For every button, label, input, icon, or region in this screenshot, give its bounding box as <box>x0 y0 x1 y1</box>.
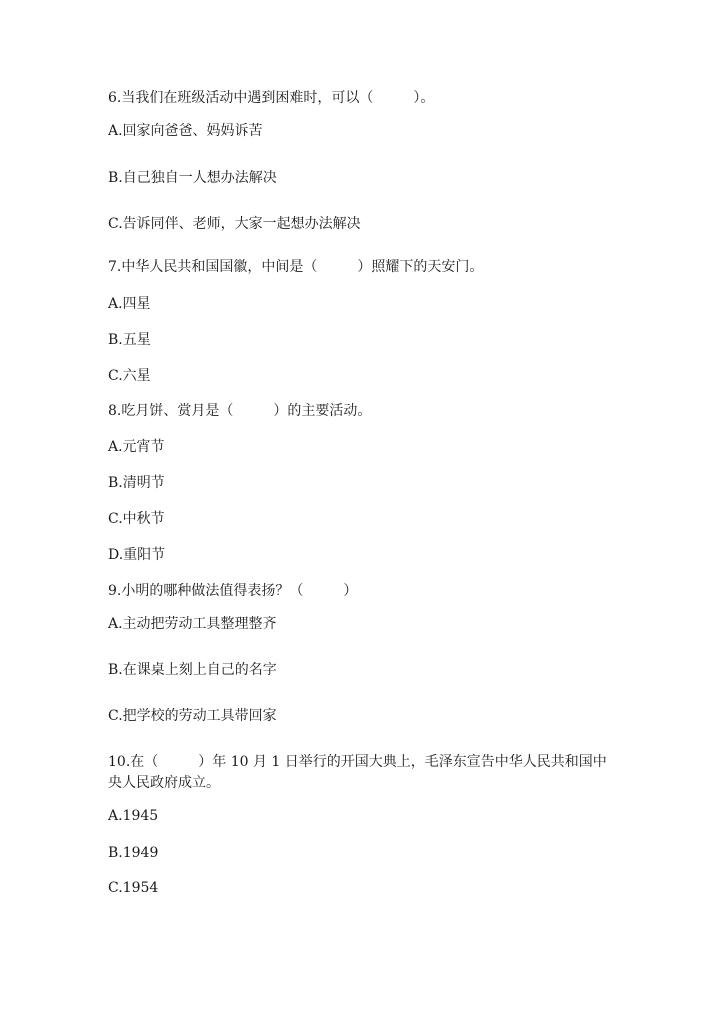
question-10-option-b: B.1949 <box>108 845 159 861</box>
question-8-option-b: B.清明节 <box>108 475 165 491</box>
question-8-stem: 8.吃月饼、赏月是（ ）的主要活动。 <box>108 403 372 419</box>
question-10-stem: 10.在（ ）年 10 月 1 日举行的开国大典上，毛泽东宣告中华人民共和国中 <box>108 754 607 770</box>
question-6-option-b: B.自己独自一人想办法解决 <box>108 170 277 186</box>
question-9-option-a: A.主动把劳动工具整理整齐 <box>108 616 277 632</box>
question-6-option-a: A.回家向爸爸、妈妈诉苦 <box>108 123 263 139</box>
question-10-option-c: C.1954 <box>108 880 159 896</box>
question-10-option-a: A.1945 <box>108 808 159 824</box>
question-8-option-a: A.元宵节 <box>108 439 165 455</box>
question-9-option-b: B.在课桌上刻上自己的名字 <box>108 662 277 678</box>
question-9-stem: 9.小明的哪种做法值得表扬？（ ） <box>108 583 358 599</box>
question-6-stem: 6.当我们在班级活动中遇到困难时，可以（ ）。 <box>108 90 435 106</box>
question-8-option-d: D.重阳节 <box>108 547 166 563</box>
question-9-option-c: C.把学校的劳动工具带回家 <box>108 708 277 724</box>
question-10-stem-continued: 央人民政府成立。 <box>108 775 220 791</box>
question-6-option-c: C.告诉同伴、老师，大家一起想办法解决 <box>108 216 361 232</box>
question-7-option-a: A.四星 <box>108 296 151 312</box>
question-7-stem: 7.中华人民共和国国徽，中间是（ ）照耀下的天安门。 <box>108 259 484 275</box>
question-8-option-c: C.中秋节 <box>108 511 165 527</box>
question-7-option-b: B.五星 <box>108 332 151 348</box>
question-7-option-c: C.六星 <box>108 368 151 384</box>
